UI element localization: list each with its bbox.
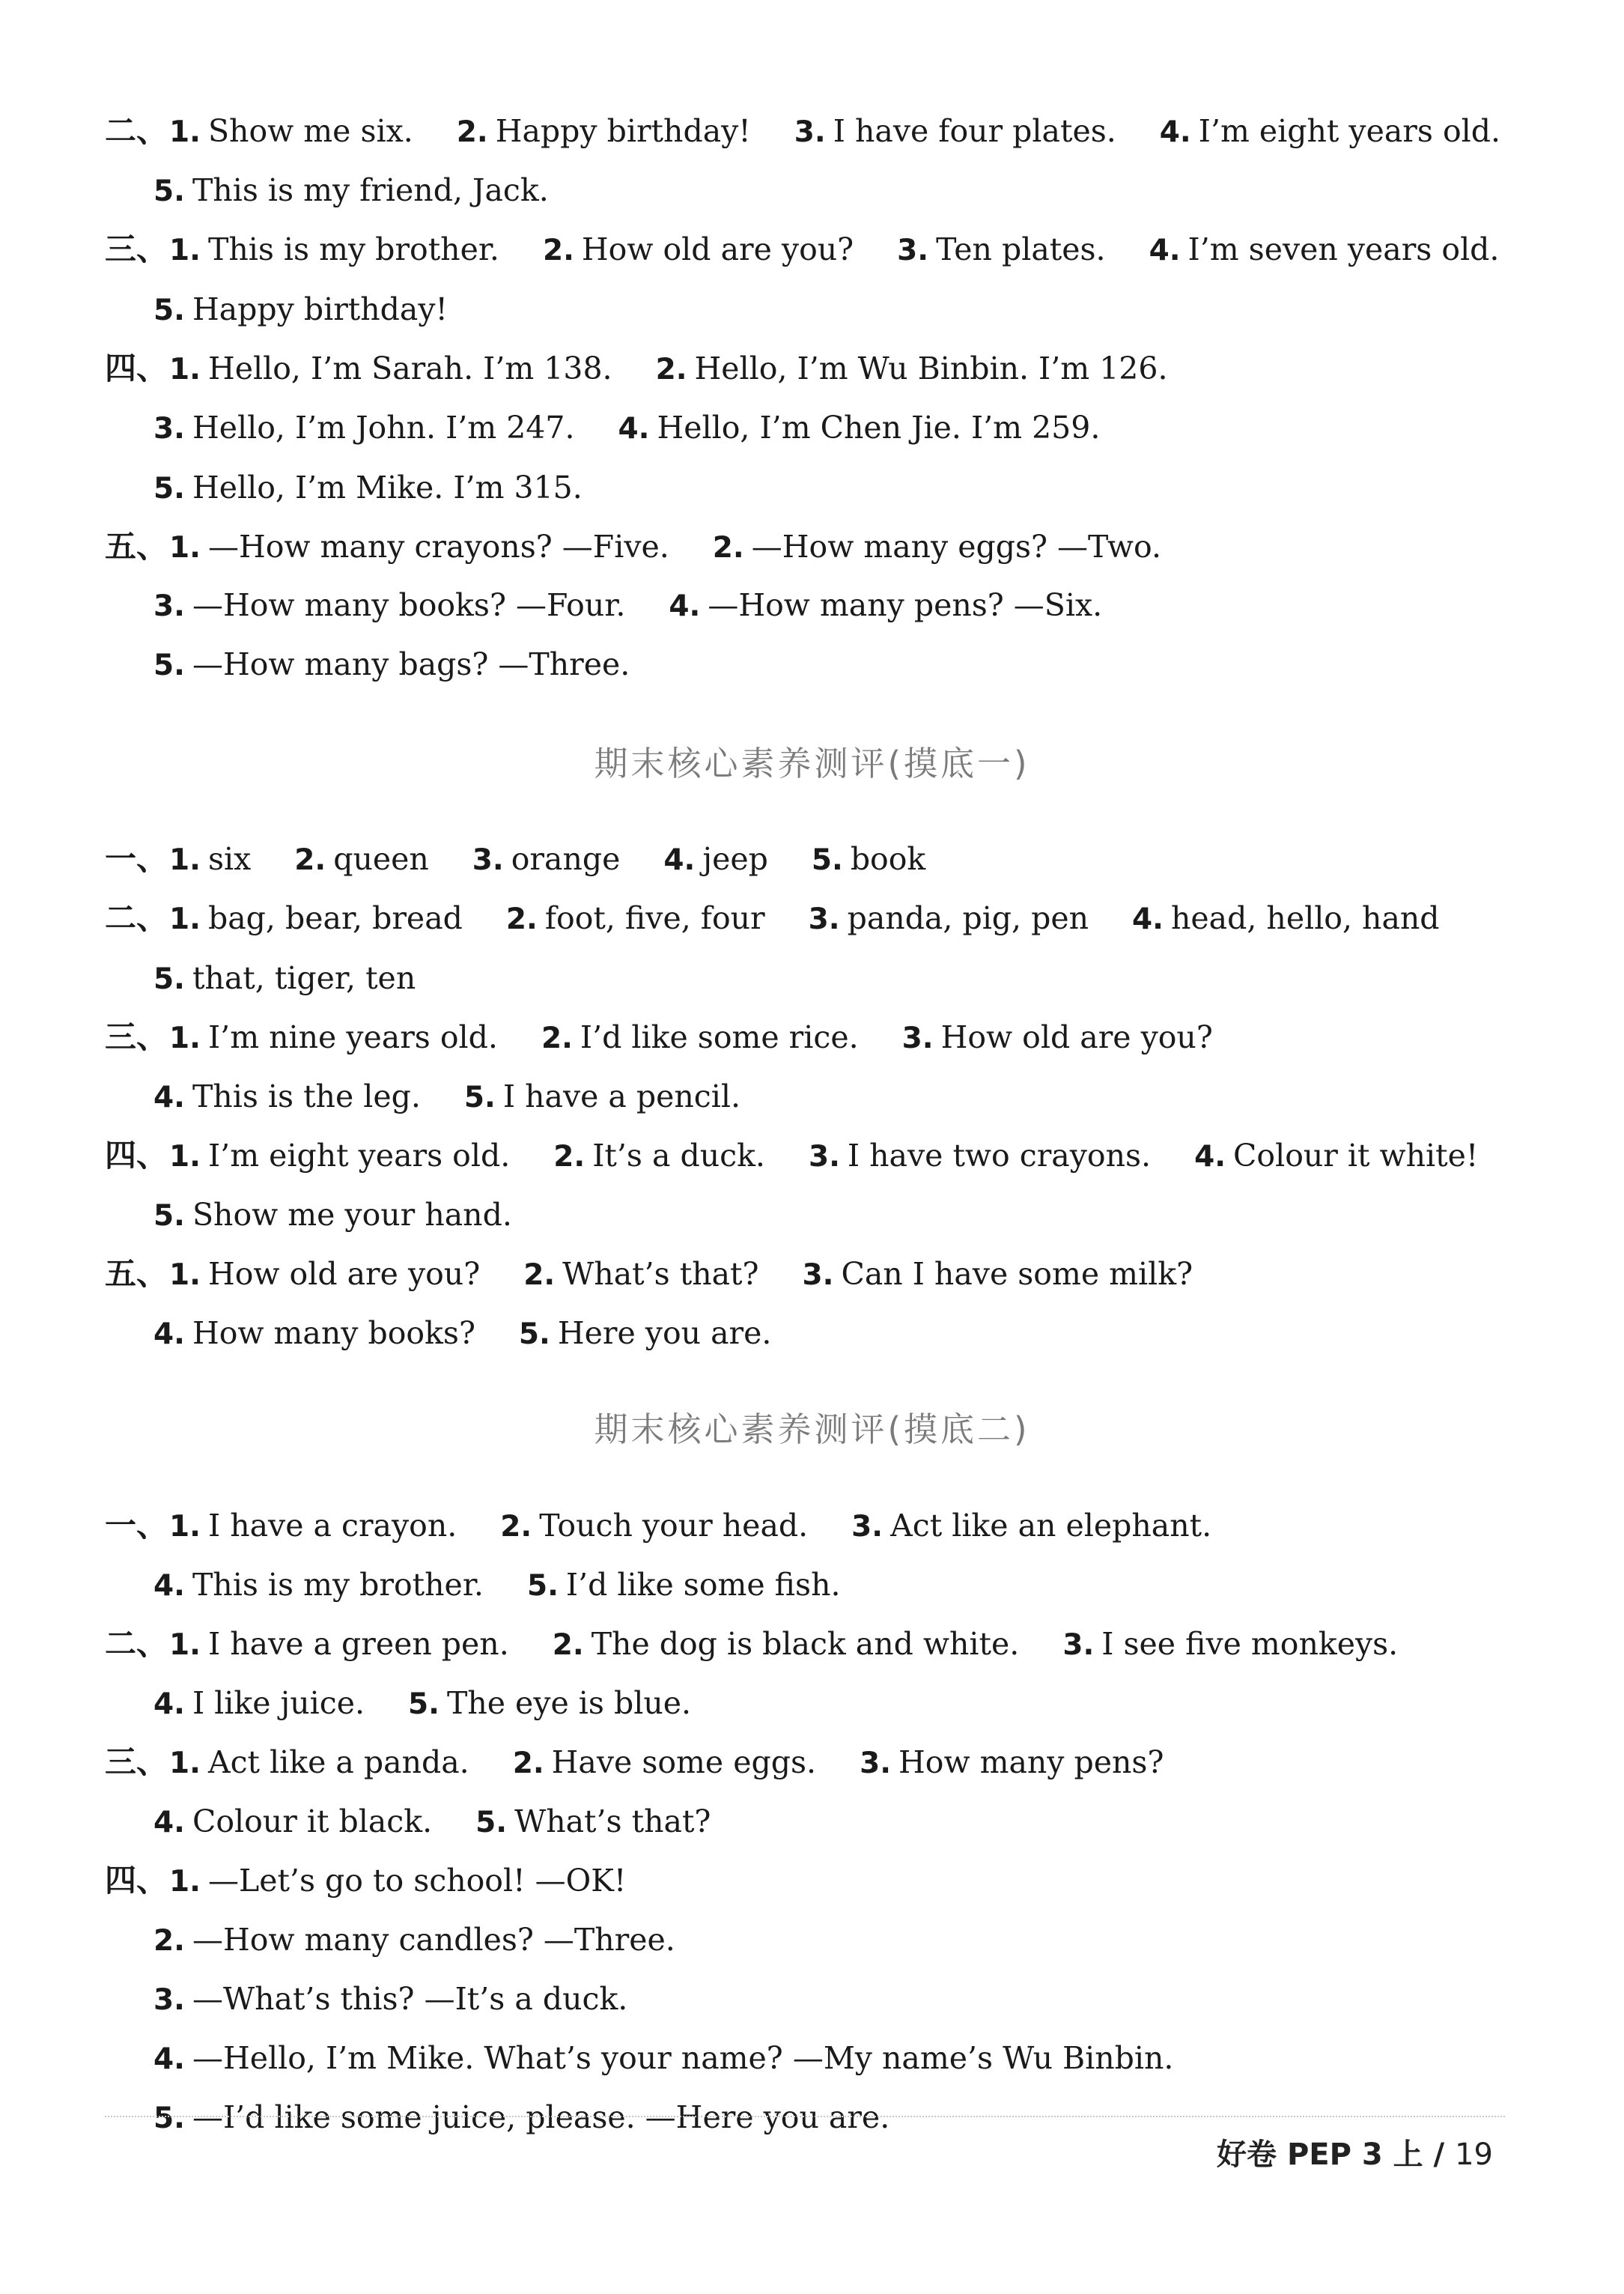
item-number: 5. [153,472,185,506]
item-number: 3. [802,1258,834,1292]
answer-text: —How many pens? —Six. [708,587,1103,623]
answer-text: —What’s this? —It’s a duck. [192,1981,628,2017]
answer-text: Can I have some milk? [841,1256,1193,1292]
item-number: 2. [505,902,538,936]
answer-text: Touch your head. [539,1508,809,1544]
answer-line [105,346,1168,391]
item-number: 4. [669,589,701,623]
answer-item [553,1133,765,1180]
section-number: 一、 [105,840,168,877]
answer-text: The eye is blue. [447,1685,692,1721]
item-number: 5. [518,1317,550,1351]
item-number: 3. [153,412,185,446]
answer-line [153,168,549,213]
answer-item [153,956,416,1002]
answer-line [153,1192,512,1237]
answer-line [105,109,1500,154]
answer-item [169,524,669,571]
answer-text: Hello, I’m Sarah. I’m 138. [207,351,612,386]
answer-item [506,896,765,942]
answer-text: How old are you? [207,1256,481,1292]
answer-item [809,896,1089,942]
answer-item [794,109,1116,155]
answer-text: I have two crayons. [847,1138,1152,1174]
answer-text: What’s that? [514,1803,711,1839]
answer-text: Hello, I’m Wu Binbin. I’m 126. [694,351,1168,386]
answer-text: bag, bear, bread [207,900,463,936]
answer-text: I have a pencil. [502,1078,741,1114]
answer-text: I’d like some rice. [580,1019,859,1055]
item-number: 1. [169,531,201,565]
answer-text: I’d like some fish. [565,1567,841,1603]
answer-item [902,1015,1213,1061]
answer-text: How many pens? [898,1744,1164,1780]
answer-item [618,405,1101,452]
answer-text: —How many eggs? —Two. [751,529,1162,565]
item-number: 5. [153,294,185,327]
answer-item [851,1503,1211,1550]
item-number: 5. [408,1687,440,1721]
answer-text: Ten plates. [936,231,1106,267]
item-number: 4. [153,1806,185,1839]
answer-item [153,405,575,452]
item-number: 4. [663,843,696,877]
answer-text: —I’d like some juice, please. —Here you are. [192,2099,890,2135]
item-number: 4. [1159,115,1191,149]
item-number: 4. [153,1317,185,1351]
answer-text: head, hello, hand [1170,900,1440,936]
answer-item [1132,896,1440,942]
answer-line [105,1015,1213,1060]
answer-item [153,1681,365,1727]
answer-item [543,227,854,273]
answer-line [153,1917,675,1962]
answer-text: foot, five, four [544,900,765,936]
answer-item [1160,109,1500,155]
answer-text: Happy birthday! [192,291,448,327]
answer-line [105,1858,626,1903]
answer-item [169,1858,626,1905]
answer-text: queen [333,841,429,877]
answer-text: What’s that? [562,1256,759,1292]
answer-text: I’m nine years old. [207,1019,498,1055]
answer-text: It’s a duck. [592,1138,765,1174]
answer-line [153,956,416,1001]
page-footer [1217,2131,1493,2173]
item-number: 4. [153,1081,185,1114]
answer-text: Happy birthday! [495,113,751,149]
answer-item [457,109,751,155]
answer-item [153,1799,432,1845]
item-number: 3. [860,1747,892,1780]
answer-item [1149,227,1500,273]
answer-text: This is the leg. [192,1078,421,1114]
answer-item [169,1133,510,1180]
answer-item [169,837,251,883]
item-number: 2. [153,1924,185,1958]
answer-item [663,837,767,883]
section-number: 四、 [105,350,168,386]
section-number: 四、 [105,1862,168,1899]
item-number: 3. [851,1510,884,1544]
answer-text: Colour it white! [1233,1138,1479,1174]
item-number: 1. [169,843,201,877]
item-number: 5. [153,649,185,682]
answer-item [153,2036,1173,2082]
item-number: 4. [153,1569,185,1603]
answer-line [105,1133,1478,1178]
item-number: 3. [794,115,826,149]
answer-text: —Let’s go to school! —OK! [207,1863,627,1899]
answer-item [169,109,413,155]
answer-line [105,1251,1193,1296]
item-number: 1. [169,1510,201,1544]
footer-divider [105,2116,1505,2117]
answer-item [809,1133,1151,1180]
answer-line [153,1311,771,1356]
answer-text: that, tiger, ten [192,960,416,996]
item-number: 2. [523,1258,556,1292]
item-number: 4. [618,412,650,446]
answer-text: Show me your hand. [192,1197,512,1233]
answer-item [464,1074,740,1120]
item-number: 2. [512,1747,544,1780]
answer-text: How old are you? [581,231,854,267]
answer-text: orange [511,841,621,877]
answer-text: Here you are. [557,1315,772,1351]
item-number: 3. [1062,1628,1095,1662]
answer-line [105,1740,1164,1785]
section-number: 三、 [105,1744,168,1780]
section-heading-midterm-2: 期末核心素养测评(摸底二) [594,1410,1030,1449]
answer-item [153,583,625,629]
item-number: 4. [1149,234,1181,267]
answer-line [105,1503,1211,1548]
answer-text: I like juice. [192,1685,365,1721]
answer-item [153,1917,675,1964]
answer-item [153,168,549,214]
answer-line [153,1074,740,1119]
item-number: 2. [541,1022,573,1055]
answer-item [169,1621,509,1668]
answer-item [153,2095,889,2141]
item-number: 1. [169,353,201,386]
answer-item [897,227,1105,273]
item-number: 1. [169,1258,201,1292]
answer-item [541,1015,859,1061]
answer-line [105,1621,1398,1666]
answer-text: I have a green pen. [207,1626,509,1662]
answer-text: —How many bags? —Three. [192,646,630,682]
item-number: 2. [500,1510,532,1544]
answer-item [153,287,448,333]
item-number: 1. [169,1140,201,1174]
answer-text: —How many candles? —Three. [192,1922,675,1958]
item-number: 1. [169,902,201,936]
answer-item [169,1503,457,1550]
answer-line [153,2095,889,2140]
answer-item [169,1251,480,1298]
item-number: 2. [712,531,744,565]
answer-text: Show me six. [207,113,413,149]
answer-item [153,465,583,512]
section-number: 二、 [105,112,168,149]
answer-item [1062,1621,1398,1668]
section-number: 三、 [105,1019,168,1055]
answer-text: The dog is black and white. [591,1626,1020,1662]
answer-text: I see five monkeys. [1101,1626,1399,1662]
answer-item [408,1681,691,1727]
item-number: 4. [1194,1140,1226,1174]
item-number: 1. [169,234,201,267]
item-number: 1. [169,115,201,149]
item-number: 3. [897,234,929,267]
answer-text: This is my friend, Jack. [192,172,549,208]
answer-text: I’m seven years old. [1187,231,1500,267]
answer-text: I have a crayon. [207,1508,457,1544]
item-number: 3. [153,1983,185,2017]
answer-line [153,1976,627,2021]
answer-item [475,1799,711,1845]
footer-brand: 好卷 PEP 3 上 / [1217,2137,1445,2172]
answer-text: This is my brother. [192,1567,484,1603]
answer-item [153,1311,475,1357]
answer-item [803,1251,1193,1298]
item-number: 5. [153,1199,185,1233]
answer-item [294,837,429,883]
answer-item [553,1621,1020,1668]
answer-item [500,1503,808,1550]
item-number: 5. [475,1806,508,1839]
item-number: 5. [811,843,843,877]
item-number: 3. [472,843,504,877]
answer-item [656,346,1168,392]
answer-text: Have some eggs. [551,1744,817,1780]
answer-text: This is my brother. [207,231,499,267]
answer-line [153,642,630,687]
answer-text: book [850,841,926,877]
answer-text: —How many crayons? —Five. [207,529,669,565]
answer-line [153,1562,841,1607]
answer-item [523,1251,758,1298]
answer-item [153,1074,421,1120]
answer-item [812,837,925,883]
answer-item [169,896,463,942]
answer-line [105,524,1161,569]
item-number: 1. [169,1022,201,1055]
answer-text: panda, pig, pen [847,900,1089,936]
answer-item [169,1015,498,1061]
item-number: 1. [169,1628,201,1662]
item-number: 2. [655,353,687,386]
answer-text: I’m eight years old. [207,1138,511,1174]
answer-item [860,1740,1164,1786]
item-number: 4. [153,1687,185,1721]
answer-text: Colour it black. [192,1803,433,1839]
answer-item [169,346,612,392]
answer-text: Hello, I’m John. I’m 247. [192,410,575,446]
section-number: 一、 [105,1507,168,1544]
item-number: 3. [901,1022,934,1055]
answer-item [669,583,1102,629]
section-number: 三、 [105,231,168,267]
answer-item [153,1192,512,1239]
answer-text: Hello, I’m Chen Jie. I’m 259. [657,410,1101,446]
answer-text: —Hello, I’m Mike. What’s your name? —My name’s Wu Binbin. [192,2040,1174,2076]
answer-line [153,287,448,332]
item-number: 4. [153,2042,185,2076]
item-number: 2. [456,115,488,149]
answer-text: jeep [702,841,768,877]
item-number: 1. [169,1747,201,1780]
item-number: 1. [169,1865,201,1899]
answer-item [472,837,621,883]
item-number: 4. [1132,902,1164,936]
section-number: 五、 [105,528,168,565]
section-number: 二、 [105,899,168,936]
answer-item [513,1740,816,1786]
answer-item [153,1562,484,1609]
section-number: 二、 [105,1625,168,1662]
item-number: 5. [463,1081,496,1114]
answer-item [527,1562,841,1609]
answer-line [105,896,1440,941]
answer-item [153,642,630,688]
section-heading-midterm-1: 期末核心素养测评(摸底一) [594,744,1030,783]
item-number: 5. [153,2102,185,2135]
item-number: 3. [808,1140,840,1174]
item-number: 2. [552,1628,584,1662]
answer-item [153,1976,627,2023]
item-number: 5. [153,962,185,996]
answer-line [153,1799,711,1844]
section-number: 五、 [105,1255,168,1292]
answer-text: How many books? [192,1315,475,1351]
page-number: 19 [1455,2137,1493,2172]
item-number: 5. [526,1569,559,1603]
answer-line [153,2036,1173,2081]
answer-line [153,465,583,510]
answer-item [169,227,499,273]
answer-text: six [207,841,252,877]
answer-text: Act like an elephant. [890,1508,1212,1544]
answer-item [169,1740,469,1786]
answer-text: How old are you? [940,1019,1213,1055]
item-number: 5. [153,175,185,208]
answer-item [713,524,1161,571]
answer-item [519,1311,772,1357]
answer-text: I’m eight years old. [1198,113,1501,149]
answer-item [1194,1133,1478,1180]
answer-line [153,405,1100,450]
item-number: 3. [153,589,185,623]
answer-text: Act like a panda. [207,1744,469,1780]
answer-line [153,1681,691,1726]
item-number: 2. [553,1140,586,1174]
answer-line [105,837,925,882]
answer-line [153,583,1102,628]
item-number: 2. [294,843,326,877]
section-number: 四、 [105,1137,168,1174]
item-number: 2. [542,234,574,267]
answer-text: —How many books? —Four. [192,587,626,623]
answer-text: Hello, I’m Mike. I’m 315. [192,470,583,506]
item-number: 3. [808,902,840,936]
answer-line [105,227,1499,272]
answer-text: I have four plates. [833,113,1116,149]
